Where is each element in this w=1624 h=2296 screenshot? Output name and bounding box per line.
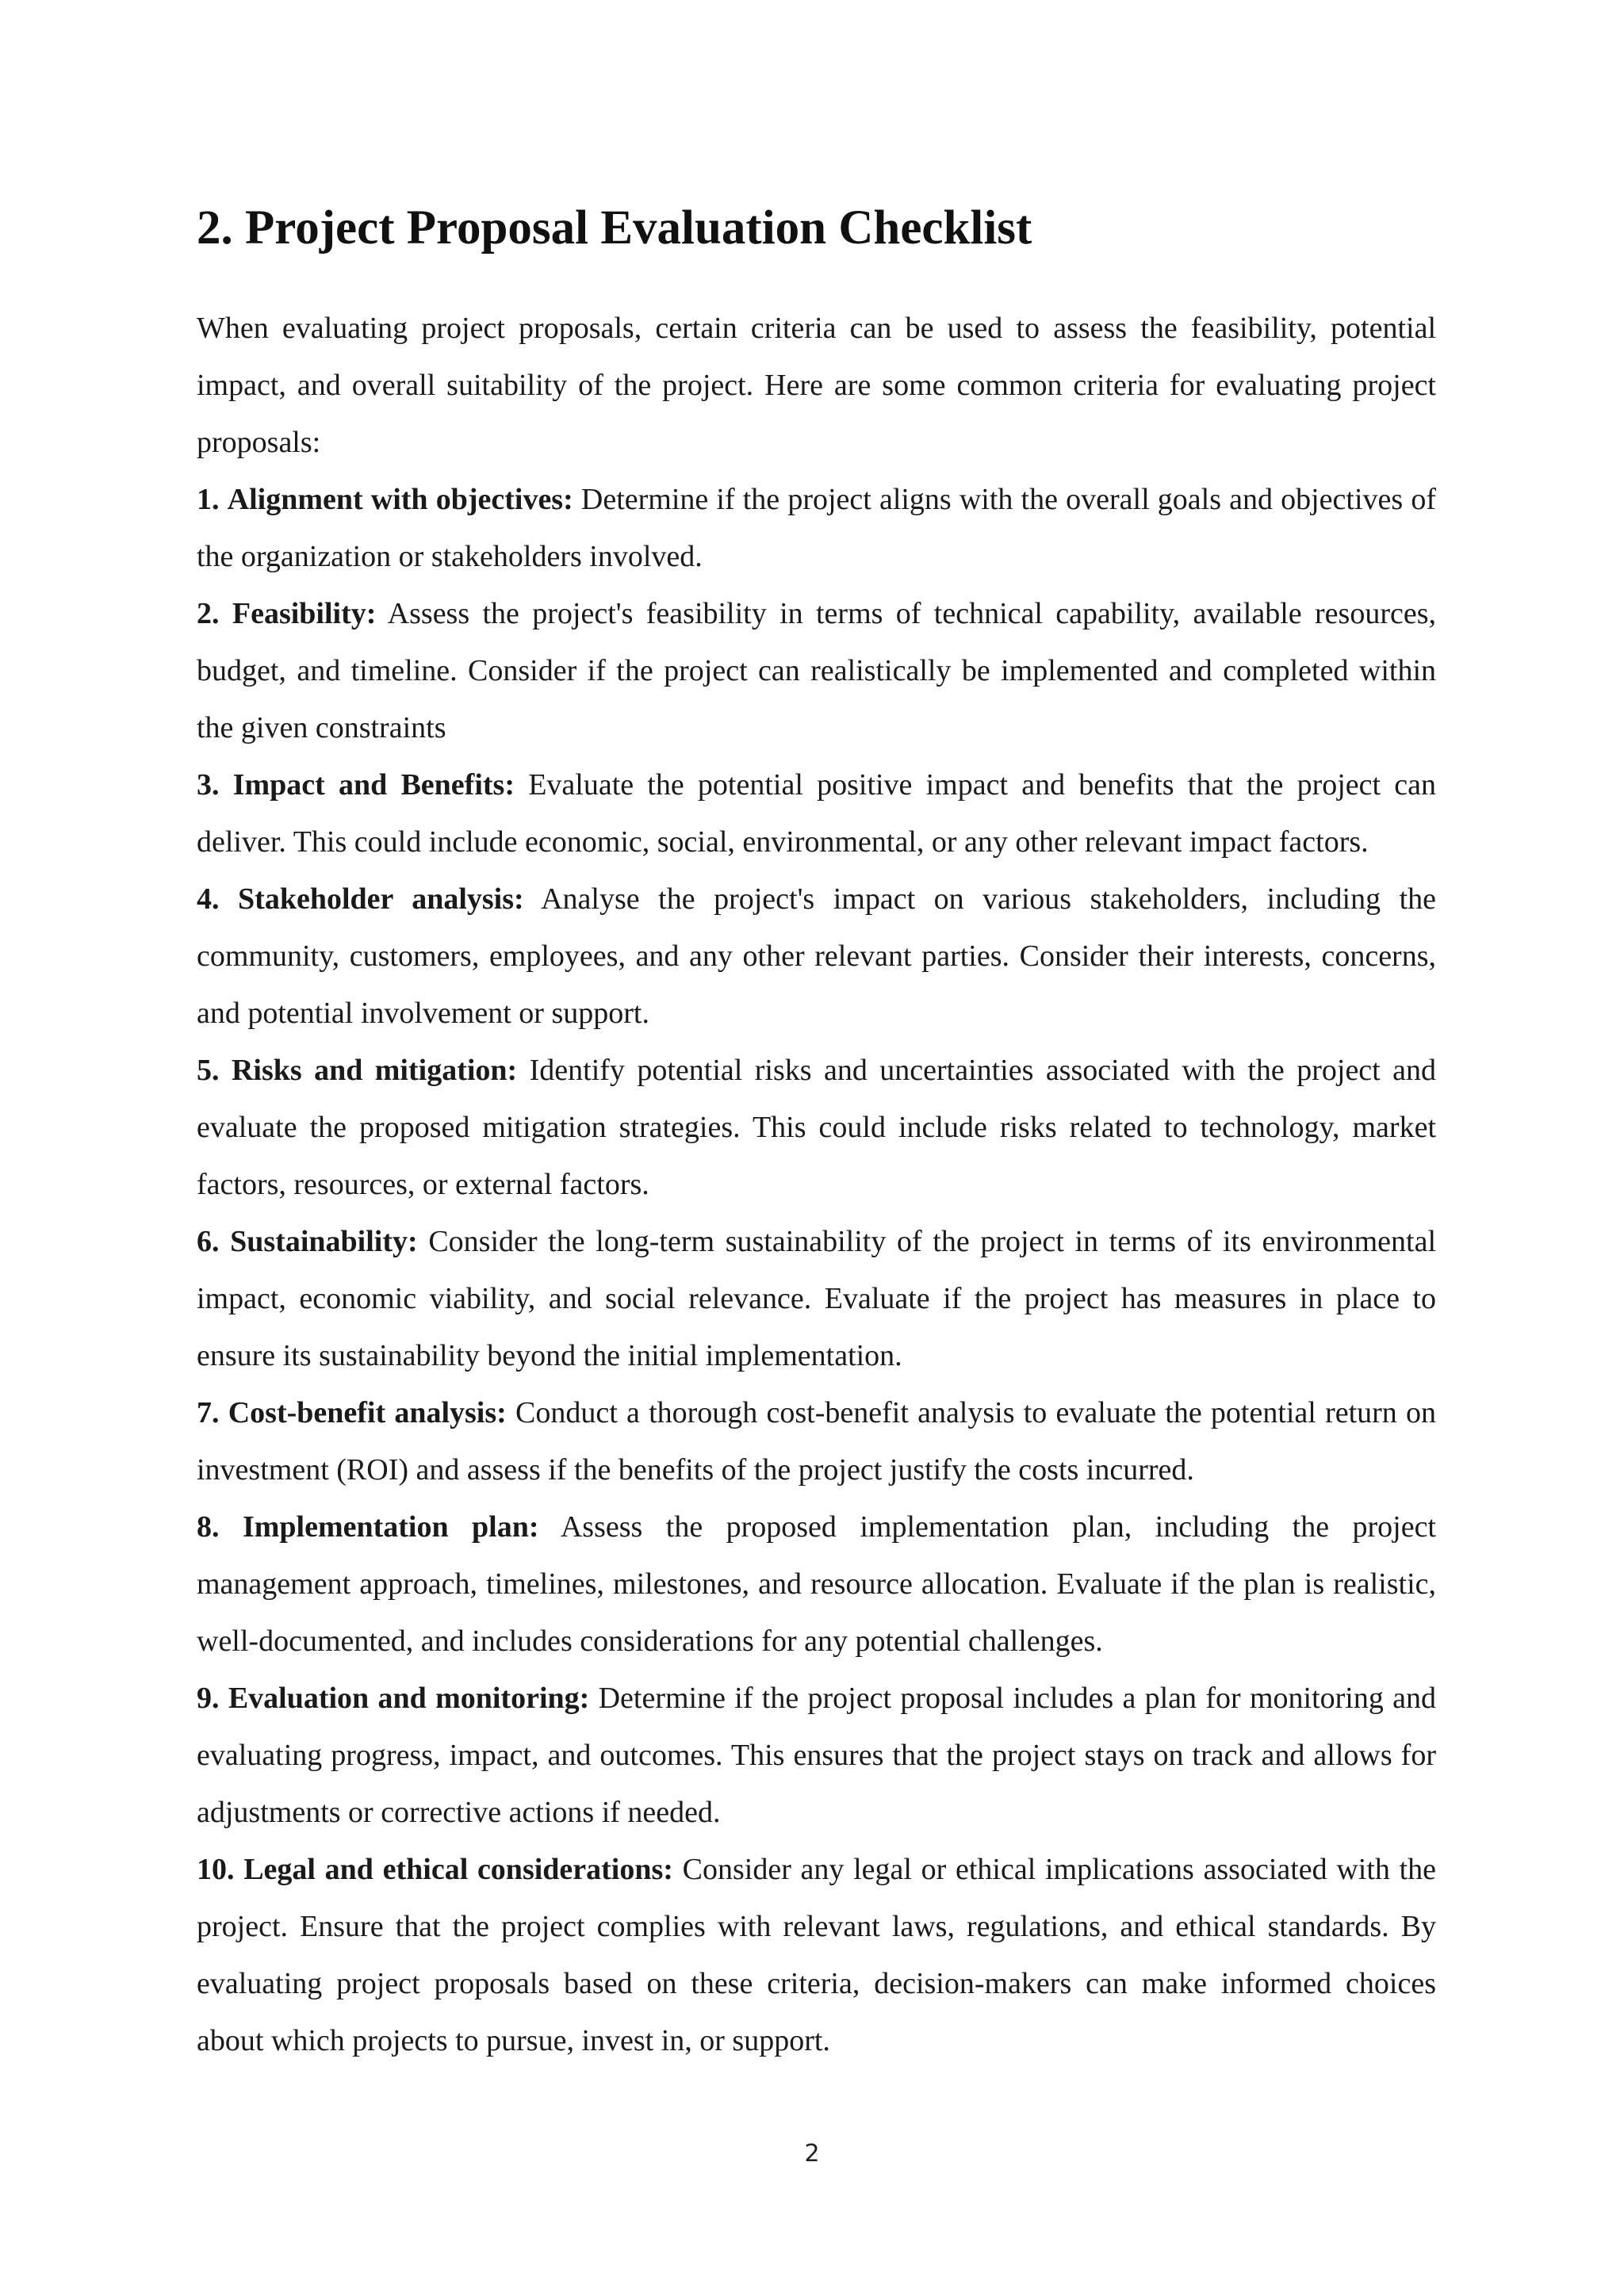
criterion-number: 4. xyxy=(197,882,220,916)
criterion-heading: Evaluation and monitoring: xyxy=(228,1682,590,1715)
page-title: 2. Project Proposal Evaluation Checklist xyxy=(197,201,1032,254)
criterion-text: Consider the long-term sustainability of the project in terms of its environmental impact, economic viability, and social relevance. Evaluate if the project has measures in place to ensure its sustainability beyond the initial implementation. xyxy=(197,1225,1437,1372)
criterion-number: 8. xyxy=(197,1510,220,1544)
criterion-number: 1. xyxy=(197,483,220,516)
criterion-text: Determine if the project proposal includes a plan for monitoring and evaluating progress, impact, and outcomes. This ensures that the project stays on track and allows for adjustments or corrective actions if needed. xyxy=(197,1682,1437,1829)
document-body xyxy=(197,300,1436,2069)
criterion-text: Conduct a thorough cost-benefit analysis to evaluate the potential return on investment (ROI) and assess if the benefits of the project justify the costs incurred. xyxy=(197,1396,1437,1487)
criterion-number: 9. xyxy=(197,1682,220,1715)
criterion-heading: Implementation plan: xyxy=(242,1510,539,1544)
criterion-heading: Sustainability: xyxy=(230,1225,418,1258)
intro-paragraph: When evaluating project proposals, certain criteria can be used to assess the feasibility, potential impact, and overall suitability of the project. Here are some common criteria for evaluating project proposals: xyxy=(197,312,1436,459)
criterion-heading: Alignment with objectives: xyxy=(227,483,573,516)
criterion-alignment xyxy=(197,471,1436,585)
criterion-cost-benefit xyxy=(197,1384,1436,1498)
criterion-sustainability xyxy=(197,1213,1436,1384)
criterion-feasibility xyxy=(197,585,1436,756)
criterion-text: Analyse the project's impact on various stakeholders, including the community, customers, employees, and any other relevant parties. Consider their interests, concerns, and potential involvement or support. xyxy=(197,882,1437,1030)
criterion-stakeholder-analysis xyxy=(197,871,1436,1042)
criterion-heading: Feasibility: xyxy=(232,597,377,630)
criterion-number: 5. xyxy=(197,1054,220,1087)
page-number: 2 xyxy=(804,2140,820,2168)
criterion-number: 2. xyxy=(197,597,220,630)
criterion-heading: Legal and ethical considerations: xyxy=(243,1853,673,1886)
criterion-legal-ethical xyxy=(197,1841,1436,2069)
criterion-text: Consider any legal or ethical implications associated with the project. Ensure that the project complies with relevant laws, regulations, and ethical standards. By evaluating project proposals based on these criteria, decision-makers can make informed choices about which projects to pursue, invest in, or support. xyxy=(197,1853,1437,2057)
criterion-heading: Risks and mitigation: xyxy=(231,1054,518,1087)
criterion-text: Determine if the project aligns with the overall goals and objectives of the organization or stakeholders involved. xyxy=(197,483,1436,573)
criterion-heading: Cost-benefit analysis: xyxy=(228,1396,507,1429)
criterion-risks-mitigation xyxy=(197,1042,1436,1213)
criterion-evaluation-monitoring xyxy=(197,1670,1436,1841)
criterion-heading: Stakeholder analysis: xyxy=(238,882,524,916)
criterion-text: Identify potential risks and uncertainties associated with the project and evaluate the proposed mitigation strategies. This could include risks related to technology, market factors, resources, or external factors. xyxy=(197,1054,1437,1201)
criterion-text: Assess the project's feasibility in terms of technical capability, available resources, budget, and timeline. Consider if the project can realistically be implemented and completed within the given constraints xyxy=(197,597,1436,744)
criterion-number: 7. xyxy=(197,1396,220,1429)
criterion-number: 6. xyxy=(197,1225,220,1258)
page-content xyxy=(197,190,1436,2069)
criterion-impact-benefits xyxy=(197,756,1436,871)
criterion-text: Evaluate the potential positive impact and benefits that the project can deliver. This could include economic, social, environmental, or any other relevant impact factors. xyxy=(197,768,1437,859)
criterion-text: Assess the proposed implementation plan, including the project management approach, timelines, milestones, and resource allocation. Evaluate if the plan is realistic, well-documented, and includes considerations for any potential challenges. xyxy=(197,1510,1436,1658)
criterion-number: 3. xyxy=(197,768,220,802)
criterion-heading: Impact and Benefits: xyxy=(232,768,515,802)
criterion-number: 10. xyxy=(197,1853,235,1886)
criterion-implementation-plan xyxy=(197,1498,1436,1670)
